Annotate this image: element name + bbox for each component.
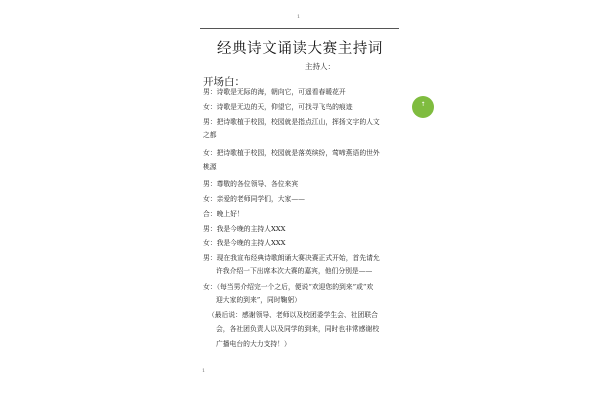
script-line: 许我介绍一下出席本次大赛的嘉宾，他们分别是—— bbox=[216, 267, 373, 275]
script-line: 迎大家的到来”，同时鞠躬） bbox=[216, 296, 302, 304]
script-line: 合：晚上好！ bbox=[203, 210, 244, 218]
script-line: 女：亲爱的老师同学们，大家—— bbox=[203, 195, 305, 203]
document-title: 经典诗文诵读大赛主持词 bbox=[216, 41, 384, 57]
script-line: 广播电台的大力支持！） bbox=[216, 340, 291, 348]
script-line: 男：把诗歌植于校园，校园就是指点江山，挥扬文字的人文 bbox=[203, 118, 380, 126]
header-rule bbox=[200, 28, 399, 29]
script-line: 女：诗歌是无边的天，仰望它，可找寻飞鸟的痕迹 bbox=[203, 103, 353, 111]
arrow-up-icon: ↑ bbox=[420, 101, 426, 108]
script-line: 男：诗歌是无际的海，朝向它，可遥看春暖花开 bbox=[203, 88, 346, 96]
host-label: 主持人： bbox=[305, 62, 335, 71]
script-line: 男：尊敬的各位领导、各位来宾 bbox=[203, 180, 299, 188]
script-line: 之都 bbox=[203, 131, 217, 139]
header-page-number: 1 bbox=[297, 14, 301, 20]
section-title: 开场白： bbox=[203, 76, 245, 88]
script-line: （最后说：感谢领导、老师以及校团委学生会、社团联合 bbox=[208, 311, 378, 319]
script-line: 男：现在我宣布经典诗歌朗诵大赛决赛正式开始，首先请允 bbox=[203, 254, 380, 262]
script-line: 女：（每当男介绍完一个之后，便说“欢迎您的到来”或“欢 bbox=[203, 283, 374, 291]
script-line: 女：我是今晚的主持人XXX bbox=[203, 239, 286, 247]
script-line: 女：把诗歌植于校园，校园就是落英缤纷，莺啼燕语的世外 bbox=[203, 149, 380, 157]
footer-page-number: 1 bbox=[202, 368, 206, 374]
scroll-to-top-button[interactable] bbox=[412, 96, 434, 118]
script-line: 男：我是今晚的主持人XXX bbox=[203, 225, 286, 233]
script-line: 会，各社团负责人以及同学的到来，同时也非常感谢校 bbox=[216, 325, 380, 333]
script-line: 桃源 bbox=[203, 163, 217, 171]
